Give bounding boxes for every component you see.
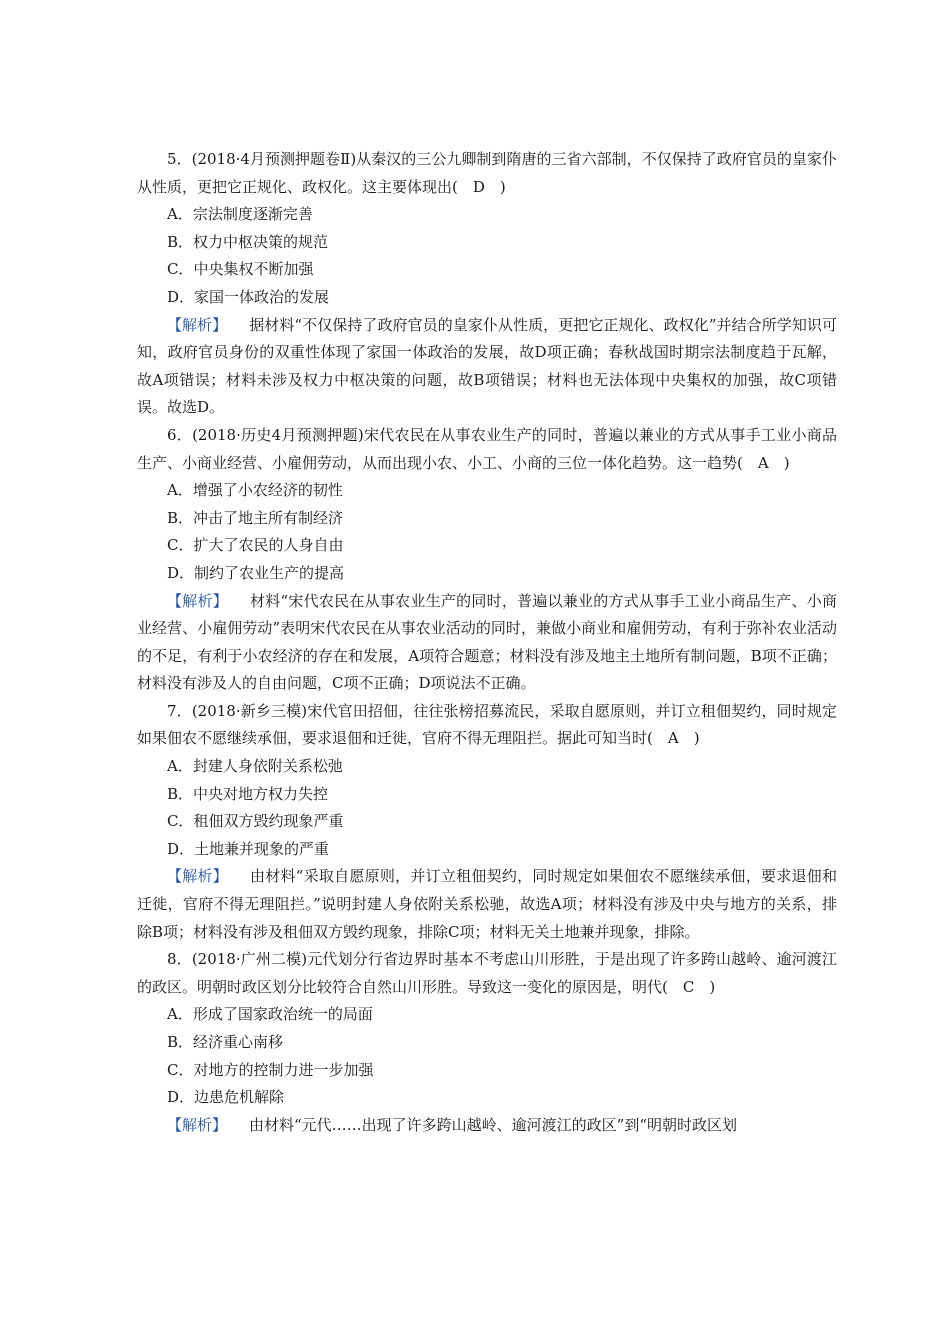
option-c: C．租佃双方毁约现象严重 (167, 812, 344, 831)
option-b: B．经济重心南移 (167, 1033, 284, 1051)
option-a: A．宗法制度逐渐完善 (167, 205, 313, 224)
explanation-text: 据材料“不仅保持了政府官员的皇家仆从性质，更把它正规化、政权化”并结合所学知识可知，政府官员身份的双重性体现了家国一体政治的发展，故D项正确；春秋战国时期宗法制度趋于瓦解，故A项错误；材料未涉及权力中枢决策的问题，故B项错误；材料也无法体现中央集权的加强，故C项错误。故选D。 (137, 315, 837, 417)
option-a: A．增强了小农经济的韧性 (167, 481, 343, 500)
explanation (137, 312, 837, 422)
option-a: A．形成了国家政治统一的局面 (167, 1005, 373, 1024)
question-6 (137, 422, 837, 698)
explanation-text: 材料“宋代农民在从事农业生产的同时，普遍以兼业的方式从事手工业小商品生产、小商业经营、小雇佣劳动”表明宋代农民在从事农业活动的同时，兼做小商业和雇佣劳动，有利于弥补农业活动的不足，有利于小农经济的存在和发展，A项符合题意；材料没有涉及地主土地所有制问题，B项不正确；材料没有涉及人的自由问题，C项不正确；D项说法不正确。 (137, 591, 837, 693)
question-stem: 8．(2018·广州二模)元代划分行省边界时基本不考虑山川形胜，于是出现了许多跨山越岭、逾河渡江的政区。明朝时政区划分比较符合自然山川形胜。导致这一变化的原因是，明代( C ) (137, 950, 837, 996)
question-stem: 5．(2018·4月预测押题卷Ⅱ)从秦汉的三公九卿制到隋唐的三省六部制，不仅保持了政府官员的皇家仆从性质，更把它正规化、政权化。这主要体现出( D ) (137, 150, 837, 196)
question-stem: 6．(2018·历史4月预测押题)宋代农民在从事农业生产的同时，普遍以兼业的方式从事手工业小商品生产、小商业经营、小雇佣劳动，从而出现小农、小工、小商的三位一体化趋势。这一趋势( A ) (137, 425, 837, 472)
option-c: C．扩大了农民的人身自由 (167, 536, 344, 555)
option-d: D．边患危机解除 (167, 1088, 285, 1107)
explanation (137, 588, 837, 698)
explanation-text: 由材料“采取自愿原则，并订立租佃契约，同时规定如果佃农不愿继续承佃，要求退佃和迁徙，官府不得无理阻拦。”说明封建人身依附关系松驰，故选A项；材料没有涉及中央与地方的关系，排除B项；材料没有涉及租佃双方毁约现象，排除C项；材料无关土地兼并现象，排除。 (137, 867, 837, 941)
option-b: B．冲击了地主所有制经济 (167, 508, 344, 527)
explanation-tag: 【解析】 (167, 315, 228, 334)
option-d: D．家国一体政治的发展 (167, 287, 330, 306)
explanation-tag: 【解析】 (167, 1115, 228, 1134)
option-d: D．制约了农业生产的提高 (167, 563, 345, 582)
question-stem: 7．(2018·新乡三模)宋代官田招佃，往往张榜招募流民，采取自愿原则，并订立租佃契约，同时规定如果佃农不愿继续承佃，要求退佃和迁徙，官府不得无理阻拦。据此可知当时( A ) (137, 701, 837, 748)
question-8 (137, 946, 837, 1139)
explanation-tag: 【解析】 (167, 867, 228, 886)
question-7 (137, 698, 837, 946)
option-c: C．中央集权不断加强 (167, 260, 314, 279)
option-c: C．对地方的控制力进一步加强 (167, 1060, 374, 1079)
explanation-text: 由材料“元代……出现了许多跨山越岭、逾河渡江的政区”到“明朝时政区划 (249, 1115, 738, 1134)
option-b: B．中央对地方权力失控 (167, 784, 329, 803)
explanation (137, 863, 837, 946)
explanation (137, 1112, 837, 1140)
explanation-tag: 【解析】 (167, 591, 228, 610)
document-page (137, 146, 837, 1139)
question-5 (137, 146, 837, 422)
option-d: D．土地兼并现象的严重 (167, 839, 330, 858)
option-b: B．权力中枢决策的规范 (167, 232, 329, 251)
option-a: A．封建人身依附关系松弛 (167, 757, 343, 776)
